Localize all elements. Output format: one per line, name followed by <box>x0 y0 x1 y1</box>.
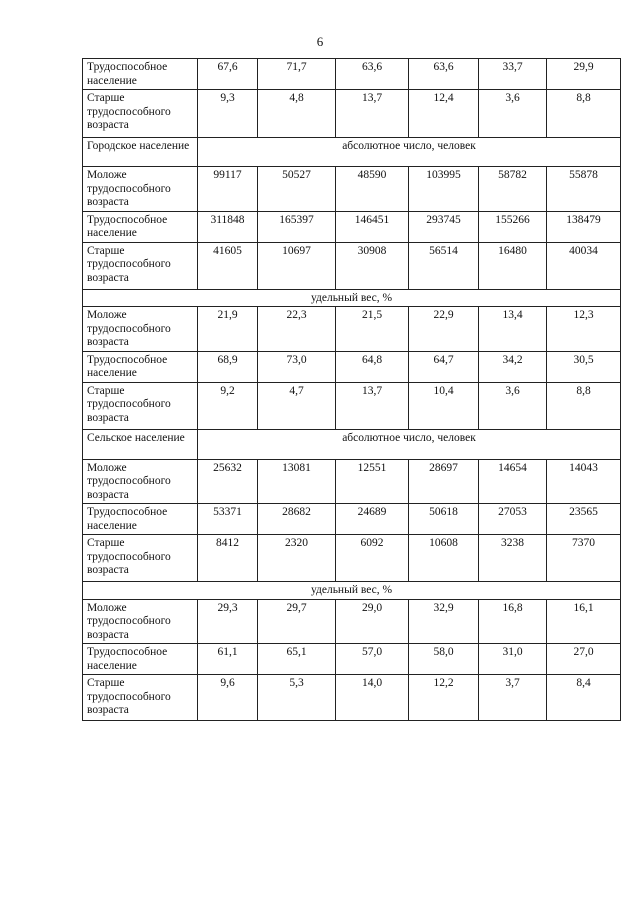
value-cell: 41605 <box>198 242 258 289</box>
value-cell: 63,6 <box>409 59 479 90</box>
value-cell: 12,3 <box>547 307 621 352</box>
value-cell: 293745 <box>409 211 479 242</box>
value-cell: 68,9 <box>198 351 258 382</box>
value-cell: 28697 <box>409 459 479 504</box>
table-row <box>83 351 621 382</box>
value-cell: 13,7 <box>336 90 409 138</box>
row-label: Моложе трудоспособного возраста <box>83 459 198 504</box>
value-cell: 55878 <box>547 167 621 212</box>
value-cell: 8,4 <box>547 675 621 721</box>
value-cell: 29,3 <box>198 599 258 644</box>
value-cell: 3,6 <box>479 90 547 138</box>
value-cell: 25632 <box>198 459 258 504</box>
value-cell: 311848 <box>198 211 258 242</box>
value-cell: 23565 <box>547 504 621 535</box>
value-cell: 31,0 <box>479 644 547 675</box>
value-cell: 33,7 <box>479 59 547 90</box>
value-cell: 50527 <box>258 167 336 212</box>
row-label: Трудоспособное население <box>83 211 198 242</box>
value-cell: 53371 <box>198 504 258 535</box>
value-cell: 56514 <box>409 242 479 289</box>
value-cell: 12,2 <box>409 675 479 721</box>
table-row <box>83 211 621 242</box>
value-cell: 10697 <box>258 242 336 289</box>
table-row <box>83 59 621 90</box>
value-cell: 2320 <box>258 535 336 582</box>
value-cell: 13081 <box>258 459 336 504</box>
table-row <box>83 504 621 535</box>
table-row <box>83 644 621 675</box>
row-label: Моложе трудоспособного возраста <box>83 167 198 212</box>
table-row <box>83 138 621 167</box>
table-row <box>83 382 621 429</box>
group-header: абсолютное число, человек <box>198 429 621 459</box>
value-cell: 27053 <box>479 504 547 535</box>
value-cell: 27,0 <box>547 644 621 675</box>
value-cell: 14043 <box>547 459 621 504</box>
value-cell: 29,9 <box>547 59 621 90</box>
value-cell: 3,7 <box>479 675 547 721</box>
value-cell: 14654 <box>479 459 547 504</box>
value-cell: 16480 <box>479 242 547 289</box>
value-cell: 22,3 <box>258 307 336 352</box>
row-label: Старше трудоспособного возраста <box>83 535 198 582</box>
table-row <box>83 675 621 721</box>
section-header: удельный вес, % <box>83 582 621 600</box>
value-cell: 64,8 <box>336 351 409 382</box>
value-cell: 146451 <box>336 211 409 242</box>
value-cell: 7370 <box>547 535 621 582</box>
page-number: 6 <box>316 34 324 49</box>
row-label: Старше трудоспособного возраста <box>83 675 198 721</box>
row-label: Моложе трудоспособного возраста <box>83 599 198 644</box>
row-label: Старше трудоспособного возраста <box>83 382 198 429</box>
value-cell: 29,7 <box>258 599 336 644</box>
value-cell: 16,8 <box>479 599 547 644</box>
value-cell: 9,6 <box>198 675 258 721</box>
table-body <box>83 59 621 721</box>
value-cell: 8,8 <box>547 382 621 429</box>
table-row <box>83 242 621 289</box>
row-label: Старше трудоспособного возраста <box>83 242 198 289</box>
table-row <box>83 429 621 459</box>
row-label: Старше трудоспособного возраста <box>83 90 198 138</box>
value-cell: 58,0 <box>409 644 479 675</box>
value-cell: 8,8 <box>547 90 621 138</box>
row-label: Моложе трудоспособного возраста <box>83 307 198 352</box>
population-table <box>82 58 621 721</box>
table-row <box>83 535 621 582</box>
value-cell: 155266 <box>479 211 547 242</box>
value-cell: 5,3 <box>258 675 336 721</box>
group-label: Сельское население <box>83 429 198 459</box>
table-row <box>83 289 621 307</box>
value-cell: 10608 <box>409 535 479 582</box>
value-cell: 24689 <box>336 504 409 535</box>
value-cell: 12551 <box>336 459 409 504</box>
value-cell: 8412 <box>198 535 258 582</box>
value-cell: 12,4 <box>409 90 479 138</box>
table-row <box>83 459 621 504</box>
group-header: абсолютное число, человек <box>198 138 621 167</box>
value-cell: 14,0 <box>336 675 409 721</box>
value-cell: 13,7 <box>336 382 409 429</box>
table-row <box>83 90 621 138</box>
value-cell: 9,3 <box>198 90 258 138</box>
value-cell: 28682 <box>258 504 336 535</box>
value-cell: 3238 <box>479 535 547 582</box>
table-row <box>83 599 621 644</box>
value-cell: 63,6 <box>336 59 409 90</box>
value-cell: 29,0 <box>336 599 409 644</box>
value-cell: 3,6 <box>479 382 547 429</box>
value-cell: 50618 <box>409 504 479 535</box>
value-cell: 13,4 <box>479 307 547 352</box>
value-cell: 4,8 <box>258 90 336 138</box>
row-label: Трудоспособное население <box>83 351 198 382</box>
value-cell: 30,5 <box>547 351 621 382</box>
value-cell: 32,9 <box>409 599 479 644</box>
value-cell: 30908 <box>336 242 409 289</box>
value-cell: 21,5 <box>336 307 409 352</box>
row-label: Трудоспособное население <box>83 504 198 535</box>
value-cell: 57,0 <box>336 644 409 675</box>
value-cell: 65,1 <box>258 644 336 675</box>
value-cell: 22,9 <box>409 307 479 352</box>
value-cell: 9,2 <box>198 382 258 429</box>
value-cell: 21,9 <box>198 307 258 352</box>
value-cell: 67,6 <box>198 59 258 90</box>
value-cell: 71,7 <box>258 59 336 90</box>
row-label: Трудоспособное население <box>83 59 198 90</box>
value-cell: 165397 <box>258 211 336 242</box>
value-cell: 73,0 <box>258 351 336 382</box>
section-header: удельный вес, % <box>83 289 621 307</box>
value-cell: 61,1 <box>198 644 258 675</box>
value-cell: 34,2 <box>479 351 547 382</box>
value-cell: 99117 <box>198 167 258 212</box>
value-cell: 64,7 <box>409 351 479 382</box>
group-label: Городское население <box>83 138 198 167</box>
value-cell: 138479 <box>547 211 621 242</box>
value-cell: 58782 <box>479 167 547 212</box>
table-row <box>83 307 621 352</box>
value-cell: 103995 <box>409 167 479 212</box>
table-row <box>83 582 621 600</box>
table-row <box>83 167 621 212</box>
value-cell: 48590 <box>336 167 409 212</box>
row-label: Трудоспособное население <box>83 644 198 675</box>
value-cell: 40034 <box>547 242 621 289</box>
value-cell: 4,7 <box>258 382 336 429</box>
value-cell: 16,1 <box>547 599 621 644</box>
value-cell: 6092 <box>336 535 409 582</box>
value-cell: 10,4 <box>409 382 479 429</box>
